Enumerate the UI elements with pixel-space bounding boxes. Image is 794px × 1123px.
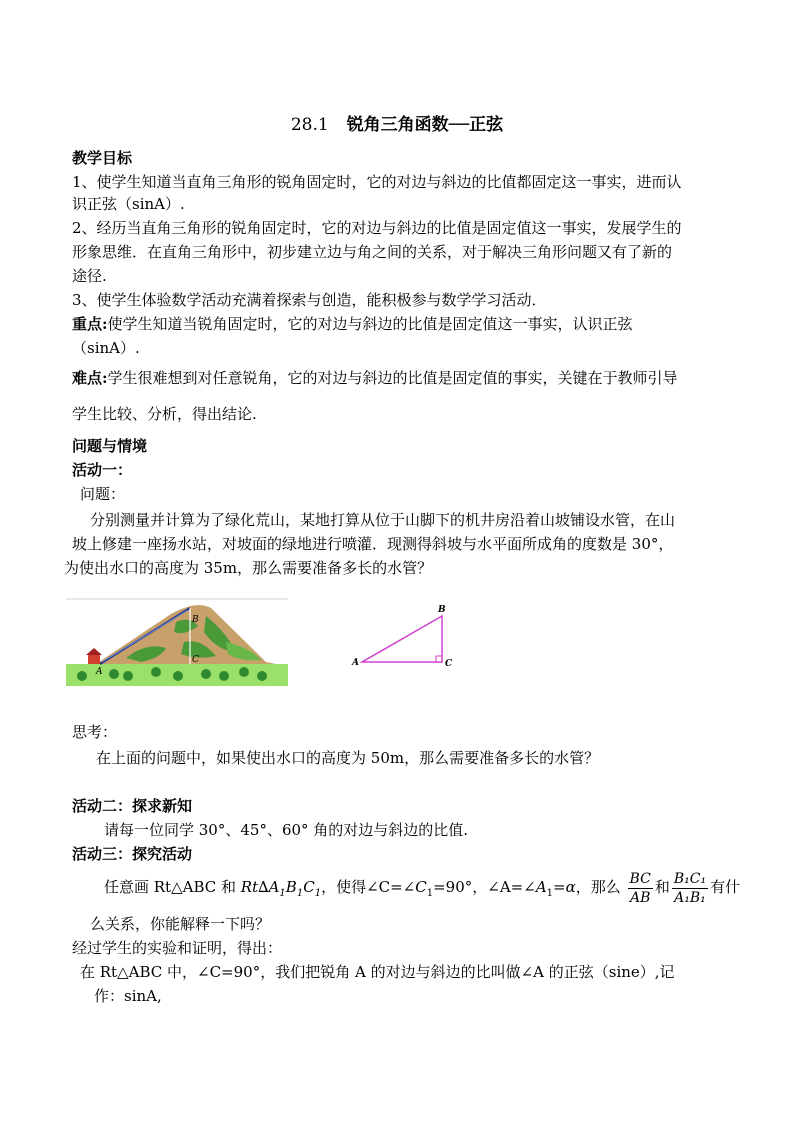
triangle-label-b: B [438, 605, 446, 615]
mountain-label-b: B [192, 615, 199, 625]
difficulty-text: 学生很难想到对任意锐角，它的对边与斜边的比值是固定值的事实，关键在于教师引导 [107, 369, 678, 387]
definition-line-2: 作：sinA, [94, 987, 162, 1005]
title-text: 锐角三角函数──正弦 [346, 115, 504, 135]
activity-3-paragraph-line-1: 任意画 Rt△ABC 和 $Rt\Delta A_1B_1C_1$，使得$\angle C=\angle C_1=90^\circ$，$\angle A=\angle A_1=\alpha$，那么 $\frac{BC}{AB}$ 和 $\frac{\text{B₁C₁}}{\text{A₁B₁}}$ 有什 [104, 870, 741, 906]
goal-2-line-3: 途径. [72, 267, 107, 285]
goal-1-line-2: 识正弦（sinA）. [72, 195, 185, 213]
difficulty-label: 难点: [72, 369, 108, 387]
goal-1-line-1: 1、使学生知道当直角三角形的锐角固定时，它的对边与斜边的比值都固定这一事实，进而认 [72, 173, 682, 191]
difficulty-line-2: 学生比较、分析，得出结论. [72, 405, 257, 423]
fraction-b1c1-a1b1: $\frac{\text{B₁C₁}}{\text{A₁B₁}}$ [673, 870, 707, 906]
situation-heading: 问题与情境 [72, 437, 148, 455]
activity-2-heading: 活动二：探求新知 [72, 797, 193, 815]
key-point-label: 重点: [72, 315, 108, 333]
triangle-label-c: C [445, 659, 453, 669]
triangle-label-a: A [352, 658, 359, 668]
activity-2-text: 请每一位同学 30°、45°、60° 角的对边与斜边的比值. [104, 821, 469, 839]
triangle-diagram [346, 602, 466, 672]
activity-3-heading: 活动三：探究活动 [72, 845, 193, 863]
result-intro: 经过学生的实验和证明，得出： [72, 939, 283, 957]
question-line-3: 为使出水口的高度为 35m，那么需要准备多长的水管？ [64, 559, 433, 577]
question-label: 问题： [80, 485, 126, 503]
page-title [0, 110, 794, 135]
definition-line-1: 在 Rt△ABC 中，∠C=90°，我们把锐角 A 的对边与斜边的比叫做∠A 的正弦（sine）,记 [80, 963, 675, 981]
goal-3: 3、使学生体验数学活动充满着探索与创造，能积极参与数学学习活动． [72, 291, 547, 309]
fraction-bc-ab: $\frac{BC}{AB}$ [629, 870, 651, 906]
section-number: 28.1 [290, 115, 329, 135]
goal-2-line-2: 形象思维．在直角三角形中，初步建立边与角之间的关系，对于解决三角形问题又有了新的 [72, 243, 673, 261]
think-text: 在上面的问题中，如果使出水口的高度为 50m，那么需要准备多长的水管？ [96, 749, 600, 767]
question-line-2: 坡上修建一座扬水站，对坡面的绿地进行喷灌．现测得斜坡与水平面所成角的度数是 30°， [72, 535, 674, 553]
question-line-1: 分别测量并计算为了绿化荒山，某地打算从位于山脚下的机井房沿着山坡铺设水管，在山 [90, 511, 676, 529]
key-point-line-1 [72, 314, 633, 334]
difficulty-line-1 [72, 368, 678, 388]
mountain-label-a: A [96, 667, 103, 677]
activity-1-heading: 活动一： [72, 461, 133, 479]
activity-3-paragraph-line-2: 么关系，你能解释一下吗？ [90, 915, 271, 933]
think-label: 思考： [72, 723, 118, 741]
goals-heading: 教学目标 [72, 149, 133, 167]
mountain-illustration [66, 592, 288, 686]
key-point-text: 使学生知道当锐角固定时，它的对边与斜边的比值是固定值这一事实，认识正弦 [107, 315, 633, 333]
key-point-line-2: （sinA）. [72, 339, 140, 357]
goal-2-line-1: 2、经历当直角三角形的锐角固定时，它的对边与斜边的比值是固定值这一事实，发展学生的 [72, 219, 682, 237]
mountain-label-c: C [192, 655, 199, 665]
